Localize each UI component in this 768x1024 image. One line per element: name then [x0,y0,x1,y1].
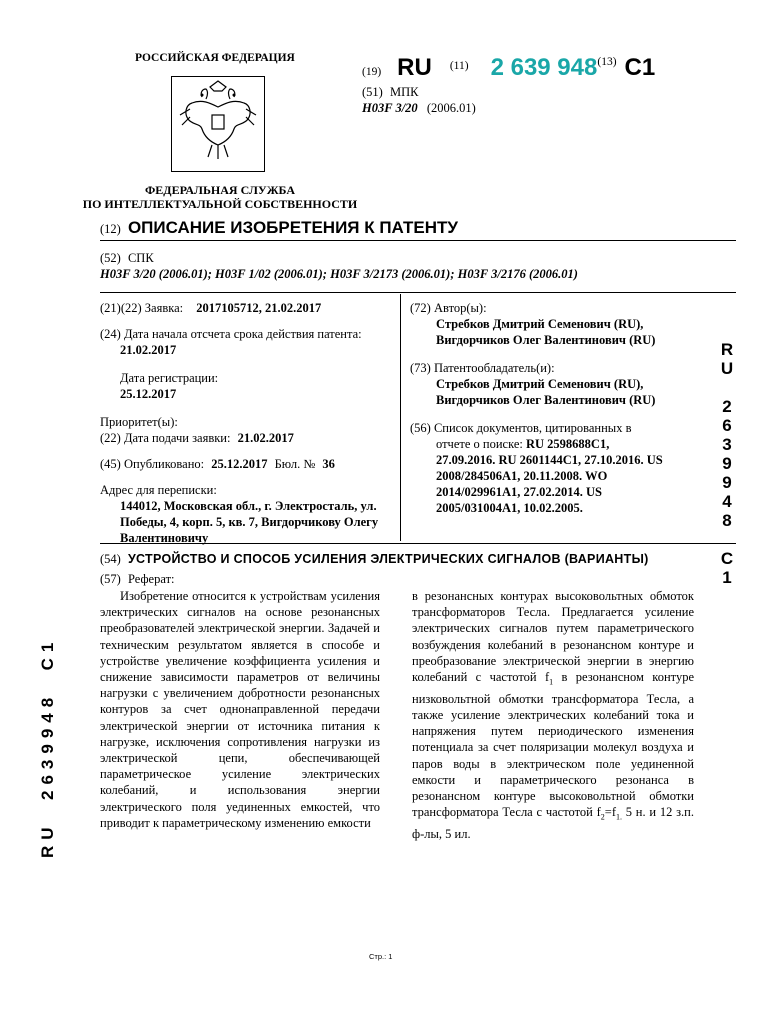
ipc-year: (2006.01) [426,101,476,115]
agency-line-2: ПО ИНТЕЛЛЕКТУАЛЬНОЙ СОБСТВЕННОСТИ [82,197,358,211]
subscript-3: 1. [616,812,622,822]
agency-line-1: ФЕДЕРАЛЬНАЯ СЛУЖБА [145,183,295,197]
bulletin-value: 36 [322,457,335,471]
code-54: (54) [100,552,121,566]
code-13: (13) [597,56,617,68]
abstract-column-right [412,588,694,842]
invention-title: УСТРОЙСТВО И СПОСОБ УСИЛЕНИЯ ЭЛЕКТРИЧЕСКИХ СИГНАЛОВ (ВАРИАНТЫ) [127,552,649,566]
document-title-line [100,218,458,238]
divider [100,292,736,293]
code-11: (11) [449,60,469,72]
application-label: (21)(22) Заявка: [100,301,184,315]
abstract-label-line [100,572,175,587]
emblem-icon [171,76,265,172]
column-divider [400,294,401,541]
code-52: (52) [100,251,121,265]
term-value: 21.02.2017 [120,343,177,357]
term-label: (24) Дата начала отсчета срока действия патента: [100,327,362,341]
abstract-text-c: =f [604,805,616,820]
abstract-text-a: в резонансных контурах высоковольтных обмоток трансформаторов Тесла. Предлагается усиление электрических сигналов путем параметрического возбуждения колебаний в резонансном контуре и преобразование электрической энергии в энергию колебаний с частотой f [412,589,694,685]
divider [100,240,736,241]
author-1: Стребков Дмитрий Семенович (RU), [436,317,644,331]
biblio-left [100,300,392,556]
biblio-right [410,300,668,526]
divider [100,543,736,544]
bulletin-label: Бюл. № [274,457,316,471]
ipc-class: H03F 3/20 [362,101,418,115]
subscript-1: 1 [549,677,554,687]
owners-label: (73) Патентообладатель(и): [410,361,555,375]
published-value: 25.12.2017 [211,457,268,471]
cpc-label: СПК [127,251,154,265]
address-value: 144012, Московская обл., г. Электросталь, ул. Победы, 4, корп. 5, кв. 7, Вигдорчикову Олегу Валентиновичу [120,499,379,545]
cpc-block [100,250,578,282]
abstract-label: Реферат: [127,572,175,586]
document-title: ОПИСАНИЕ ИЗОБРЕТЕНИЯ К ПАТЕНТУ [127,218,458,237]
kind-code: C1 [624,54,656,81]
published-label: (45) Опубликовано: [100,457,205,471]
page-number: Стр.: 1 [369,952,393,961]
registration-label: Дата регистрации: [120,371,219,385]
patent-number: 2 639 948 [490,54,598,81]
country-code: RU [397,54,432,81]
code-19: (19) [362,66,382,78]
author-2: Вигдорчиков Олег Валентинович (RU) [436,333,656,347]
filing-value: 21.02.2017 [237,431,294,445]
references-label: (56) Список документов, цитированных в отчете о поиске: [410,421,632,451]
priority-label: Приоритет(ы): [100,415,178,429]
agency-name [80,183,360,211]
abstract-text-b: в резонансном контуре низковольтной обмотки трансформатора Тесла, а также усиление электрических колебаний тока и напряжения путем периодического изменения потенциала за счет поляризации молекул воздуха и паров воды в электрическом поле уединенной емкости и параметрического резонанса в резонансном контуре высоковольтной обмотки трансформатора Тесла с частотой f [412,670,694,820]
side-mark-left: RU 2639948 C1 [38,636,57,858]
registration-value: 25.12.2017 [120,387,177,401]
references-value: RU 2598688C1, 27.09.2016. RU 2601144C1, 27.10.2016. US 2008/284506A1, 20.11.2008. WO 2014/029961A1, 27.02.2014. US 2005/031004A1, 10.02.2005. [436,437,663,515]
country-name: РОССИЙСКАЯ ФЕДЕРАЦИЯ [135,52,295,64]
code-12: (12) [100,222,121,236]
filing-label: (22) Дата подачи заявки: [100,431,231,445]
ipc-label: МПК [389,85,419,99]
owner-2: Вигдорчиков Олег Валентинович (RU) [436,393,656,407]
cpc-classes: H03F 3/20 (2006.01); H03F 1/02 (2006.01); H03F 3/2173 (2006.01); H03F 3/2176 (2006.01) [100,267,578,281]
code-57: (57) [100,572,121,586]
references [410,420,668,516]
authors-label: (72) Автор(ы): [410,301,487,315]
address-label: Адрес для переписки: [100,483,217,497]
abstract-text-d: 5 н. и 12 з.п. ф-лы, 5 ил. [412,805,694,841]
subscript-2: 2 [600,812,605,822]
abstract-column-left: Изобретение относится к устройствам усиления электрических сигналов на основе резонансных преобразователей электрической энергии. Задачей и техническим результатом является в способе и устройстве увеличение коэффициента усиления и снижение зависимости параметров от величины нагрузки с увеличением добротности резонансных контуров за счет однонаправленной передачи электрической энергии от источника питания к нагрузке, исключения сопротивления нагрузки из электрической цепи, обеспечивающей параметрическое усиление электрических колебаний, и использования энергии электрического поля уединенных емкостей, что приводит к параметрическому изменению емкости [100,589,380,830]
application-value: 2017105712, 21.02.2017 [196,301,322,315]
code-51: (51) [362,85,383,99]
side-mark-right: R U 2 6 3 9 9 4 8 C 1 [720,340,734,587]
owner-1: Стребков Дмитрий Семенович (RU), [436,377,644,391]
invention-title-line [100,552,649,567]
publication-number-line [362,54,655,86]
ipc-block [362,84,476,116]
